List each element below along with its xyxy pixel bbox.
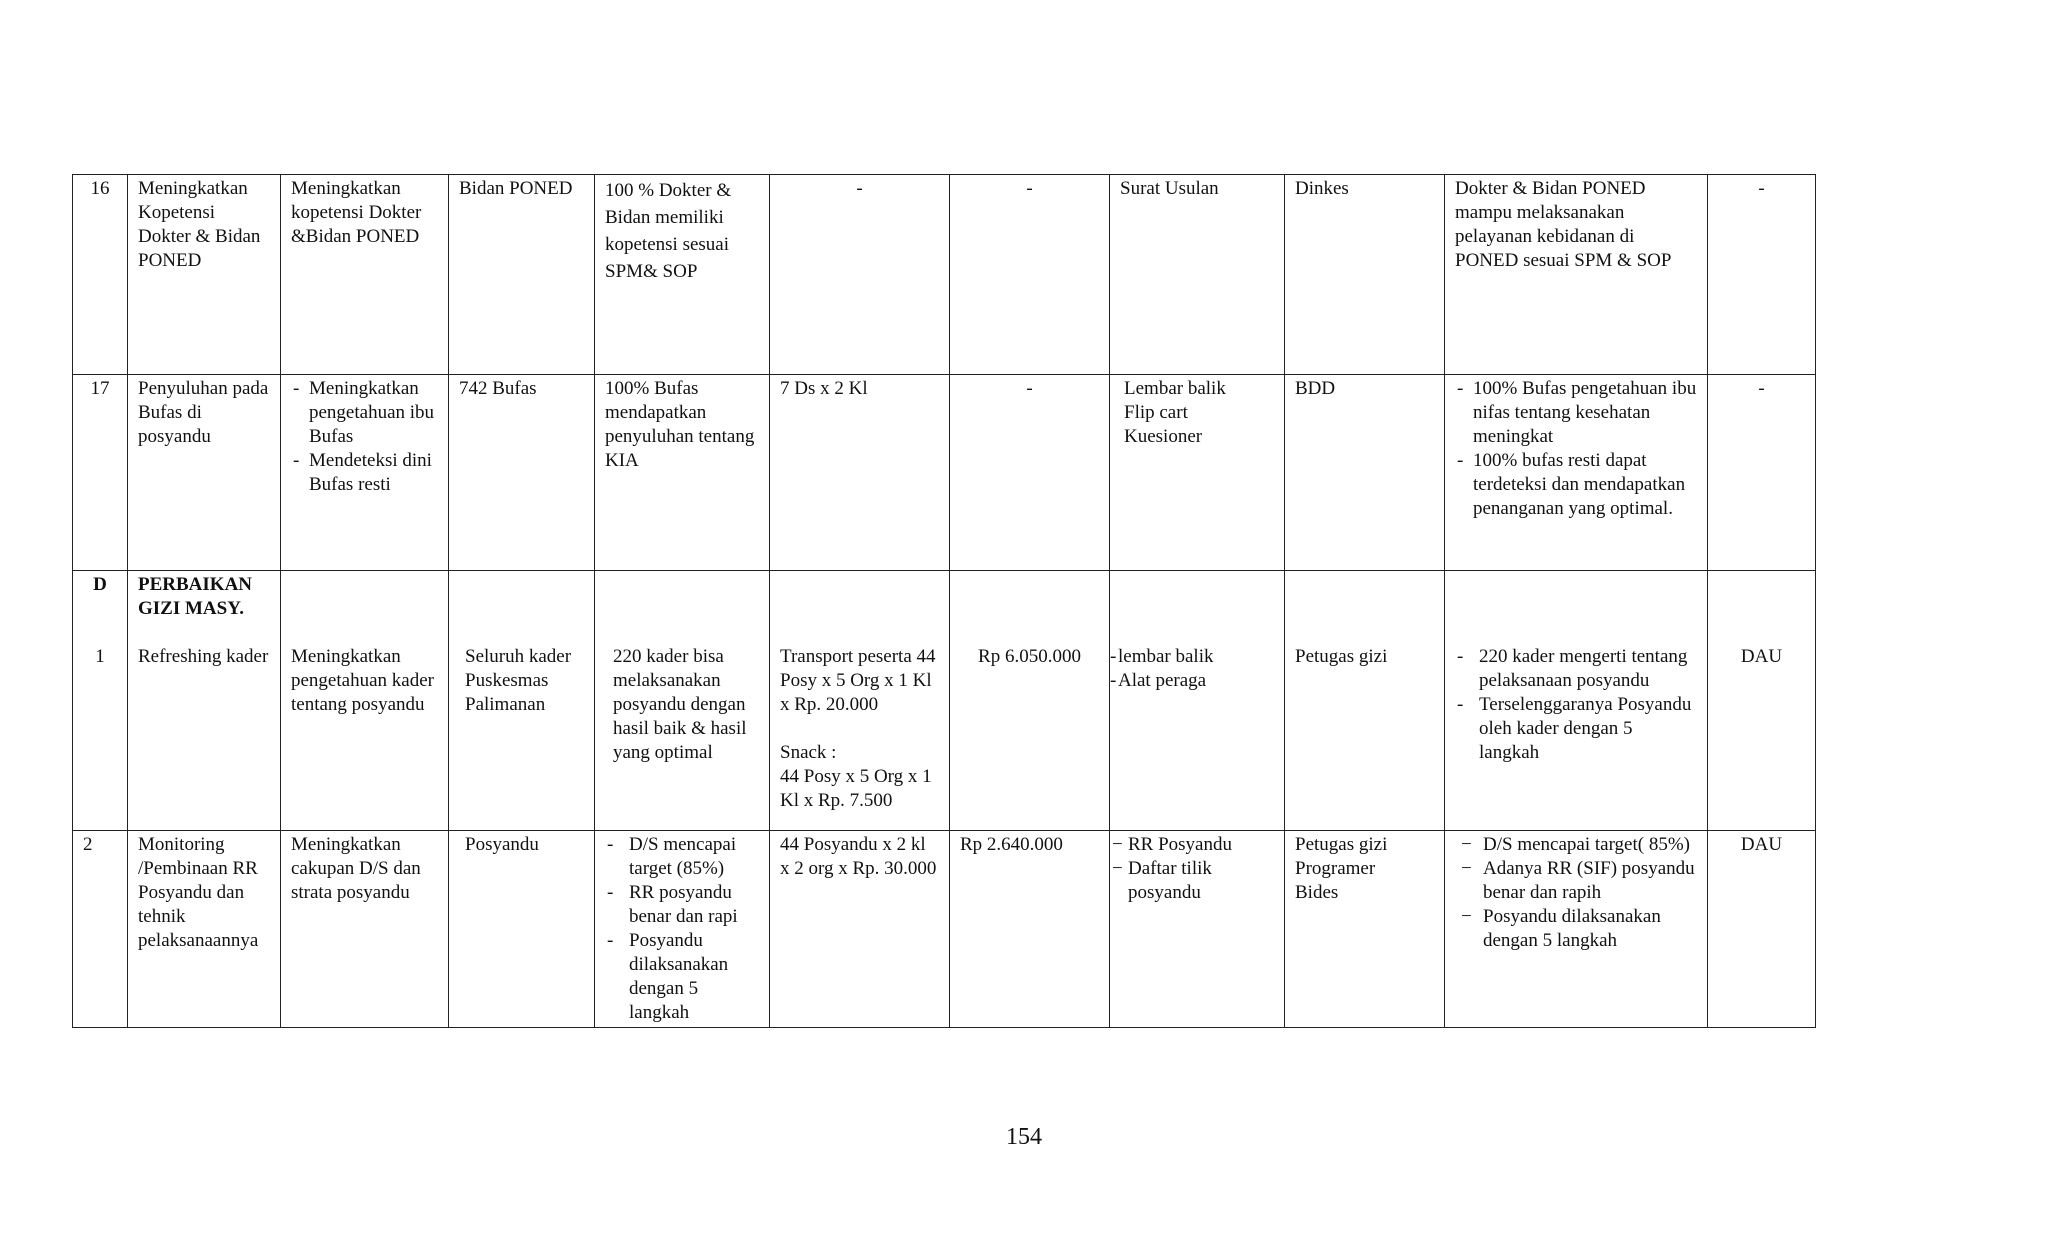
fund-source-cell: DAU: [1708, 831, 1816, 1028]
section-title: PERBAIKAN GIZI MASY.: [138, 574, 253, 619]
fund-source-text: DAU: [1740, 646, 1783, 667]
expected-result-cell: [1445, 375, 1708, 571]
responsible-item: Programer: [1295, 858, 1376, 879]
fund-source-cell: -: [1708, 375, 1816, 571]
list-item: − RR Posyandu: [1110, 833, 1274, 857]
list-item: − Adanya RR (SIF) posyandu benar dan rapih: [1459, 857, 1697, 905]
media-cell: Surat Usulan: [1110, 175, 1285, 375]
objective-cell: Meningkatkan kopetensi Dokter &Bidan PONED: [281, 175, 449, 375]
list-item: - 100% Bufas pengetahuan ibu nifas tentang kesehatan meningkat: [1455, 377, 1697, 449]
list-item: - RR posyandu benar dan rapi: [605, 881, 759, 929]
detail-snack-label: Snack :: [780, 742, 837, 763]
list-item: - Alat peraga: [1110, 669, 1275, 693]
expected-result-cell: [1445, 831, 1708, 1028]
objective-text: Meningkatkan pengetahuan kader tentang posyandu: [291, 646, 434, 715]
responsible-cell: Dinkes: [1285, 175, 1445, 375]
detail-cell: 44 Posyandu x 2 kl x 2 org x Rp. 30.000: [770, 831, 950, 1028]
detail-cell: [770, 571, 950, 831]
table-row: [73, 571, 1816, 831]
cost-cell: Rp 2.640.000: [950, 831, 1110, 1028]
table-row: [73, 831, 1816, 1028]
media-item: Lembar balik: [1124, 378, 1226, 399]
list-item: − D/S mencapai target( 85%): [1459, 833, 1697, 857]
target-text: 220 kader bisa melaksanakan posyandu dengan hasil baik & hasil yang optimal: [613, 646, 747, 763]
media-cell: [1110, 375, 1285, 571]
media-item: Flip cart: [1124, 402, 1188, 423]
responsible-item: Petugas gizi: [1295, 834, 1388, 855]
target-group-cell: Posyandu: [449, 831, 595, 1028]
responsible-cell: [1285, 831, 1445, 1028]
objective-cell: [281, 375, 449, 571]
row-number: 17: [73, 375, 128, 571]
list-item: - 100% bufas resti dapat terdeteksi dan mendapatkan penanganan yang optimal.: [1455, 449, 1697, 521]
responsible-text: Petugas gizi: [1295, 646, 1388, 667]
cost-value: Rp 6.050.000: [978, 646, 1081, 667]
list-item: - 220 kader mengerti tentang pelaksanaan posyandu: [1455, 645, 1697, 693]
list-item: − Daftar tilik posyandu: [1110, 857, 1274, 905]
list-item: − Posyandu dilaksanakan dengan 5 langkah: [1459, 905, 1697, 953]
list-item: - D/S mencapai target (85%): [605, 833, 759, 881]
row-number: [73, 571, 128, 831]
row-number: 16: [73, 175, 128, 375]
row-number: 2: [73, 831, 128, 1028]
activity-cell: Meningkatkan Kopetensi Dokter & Bidan PONED: [128, 175, 281, 375]
list-item: - Mendeteksi dini Bufas resti: [291, 449, 438, 497]
cost-cell: -: [950, 175, 1110, 375]
target-group-text: Seluruh kader Puskesmas Palimanan: [465, 646, 572, 715]
objective-cell: [281, 571, 449, 831]
cost-cell: -: [950, 375, 1110, 571]
media-cell: [1110, 571, 1285, 831]
expected-result-cell: [1445, 571, 1708, 831]
table-row: [73, 375, 1816, 571]
media-item: Kuesioner: [1124, 426, 1203, 447]
detail-snack: 44 Posy x 5 Org x 1 Kl x Rp. 7.500: [780, 766, 932, 811]
expected-result-cell: Dokter & Bidan PONED mampu melaksanakan pelayanan kebidanan di PONED sesuai SPM & SOP: [1445, 175, 1708, 375]
target-group-cell: Bidan PONED: [449, 175, 595, 375]
cost-cell: [950, 571, 1110, 831]
responsible-cell: [1285, 571, 1445, 831]
detail-cell: 7 Ds x 2 Kl: [770, 375, 950, 571]
row-number: 1: [95, 646, 105, 667]
objective-cell: Meningkatkan cakupan D/S dan strata posyandu: [281, 831, 449, 1028]
activity-cell: Monitoring /Pembinaan RR Posyandu dan tehnik pelaksanaannya: [128, 831, 281, 1028]
responsible-item: Bides: [1295, 882, 1339, 903]
list-item: - Posyandu dilaksanakan dengan 5 langkah: [605, 929, 759, 1025]
list-item: - Terselenggaranya Posyandu oleh kader dengan 5 langkah: [1455, 693, 1697, 765]
activity-cell: [128, 571, 281, 831]
responsible-cell: BDD: [1285, 375, 1445, 571]
target-group-cell: [449, 571, 595, 831]
media-cell: [1110, 831, 1285, 1028]
activity-name: Refreshing kader: [138, 646, 269, 667]
page-number: 154: [1006, 1124, 1042, 1150]
detail-transport: Transport peserta 44 Posy x 5 Org x 1 Kl x Rp. 20.000: [780, 646, 936, 715]
target-cell: 100% Bufas mendapatkan penyuluhan tentang KIA: [595, 375, 770, 571]
target-cell: 100 % Dokter & Bidan memiliki kopetensi sesuai SPM& SOP: [595, 175, 770, 375]
section-letter: D: [93, 574, 107, 595]
list-item: - Meningkatkan pengetahuan ibu Bufas: [291, 377, 438, 449]
table-row: [73, 175, 1816, 375]
fund-source-cell: -: [1708, 175, 1816, 375]
fund-source-cell: [1708, 571, 1816, 831]
detail-cell: -: [770, 175, 950, 375]
activity-plan-table: [72, 174, 1816, 1028]
list-item: - lembar balik: [1110, 645, 1275, 669]
activity-cell: Penyuluhan pada Bufas di posyandu: [128, 375, 281, 571]
target-group-cell: 742 Bufas: [449, 375, 595, 571]
target-cell: [595, 831, 770, 1028]
target-cell: [595, 571, 770, 831]
